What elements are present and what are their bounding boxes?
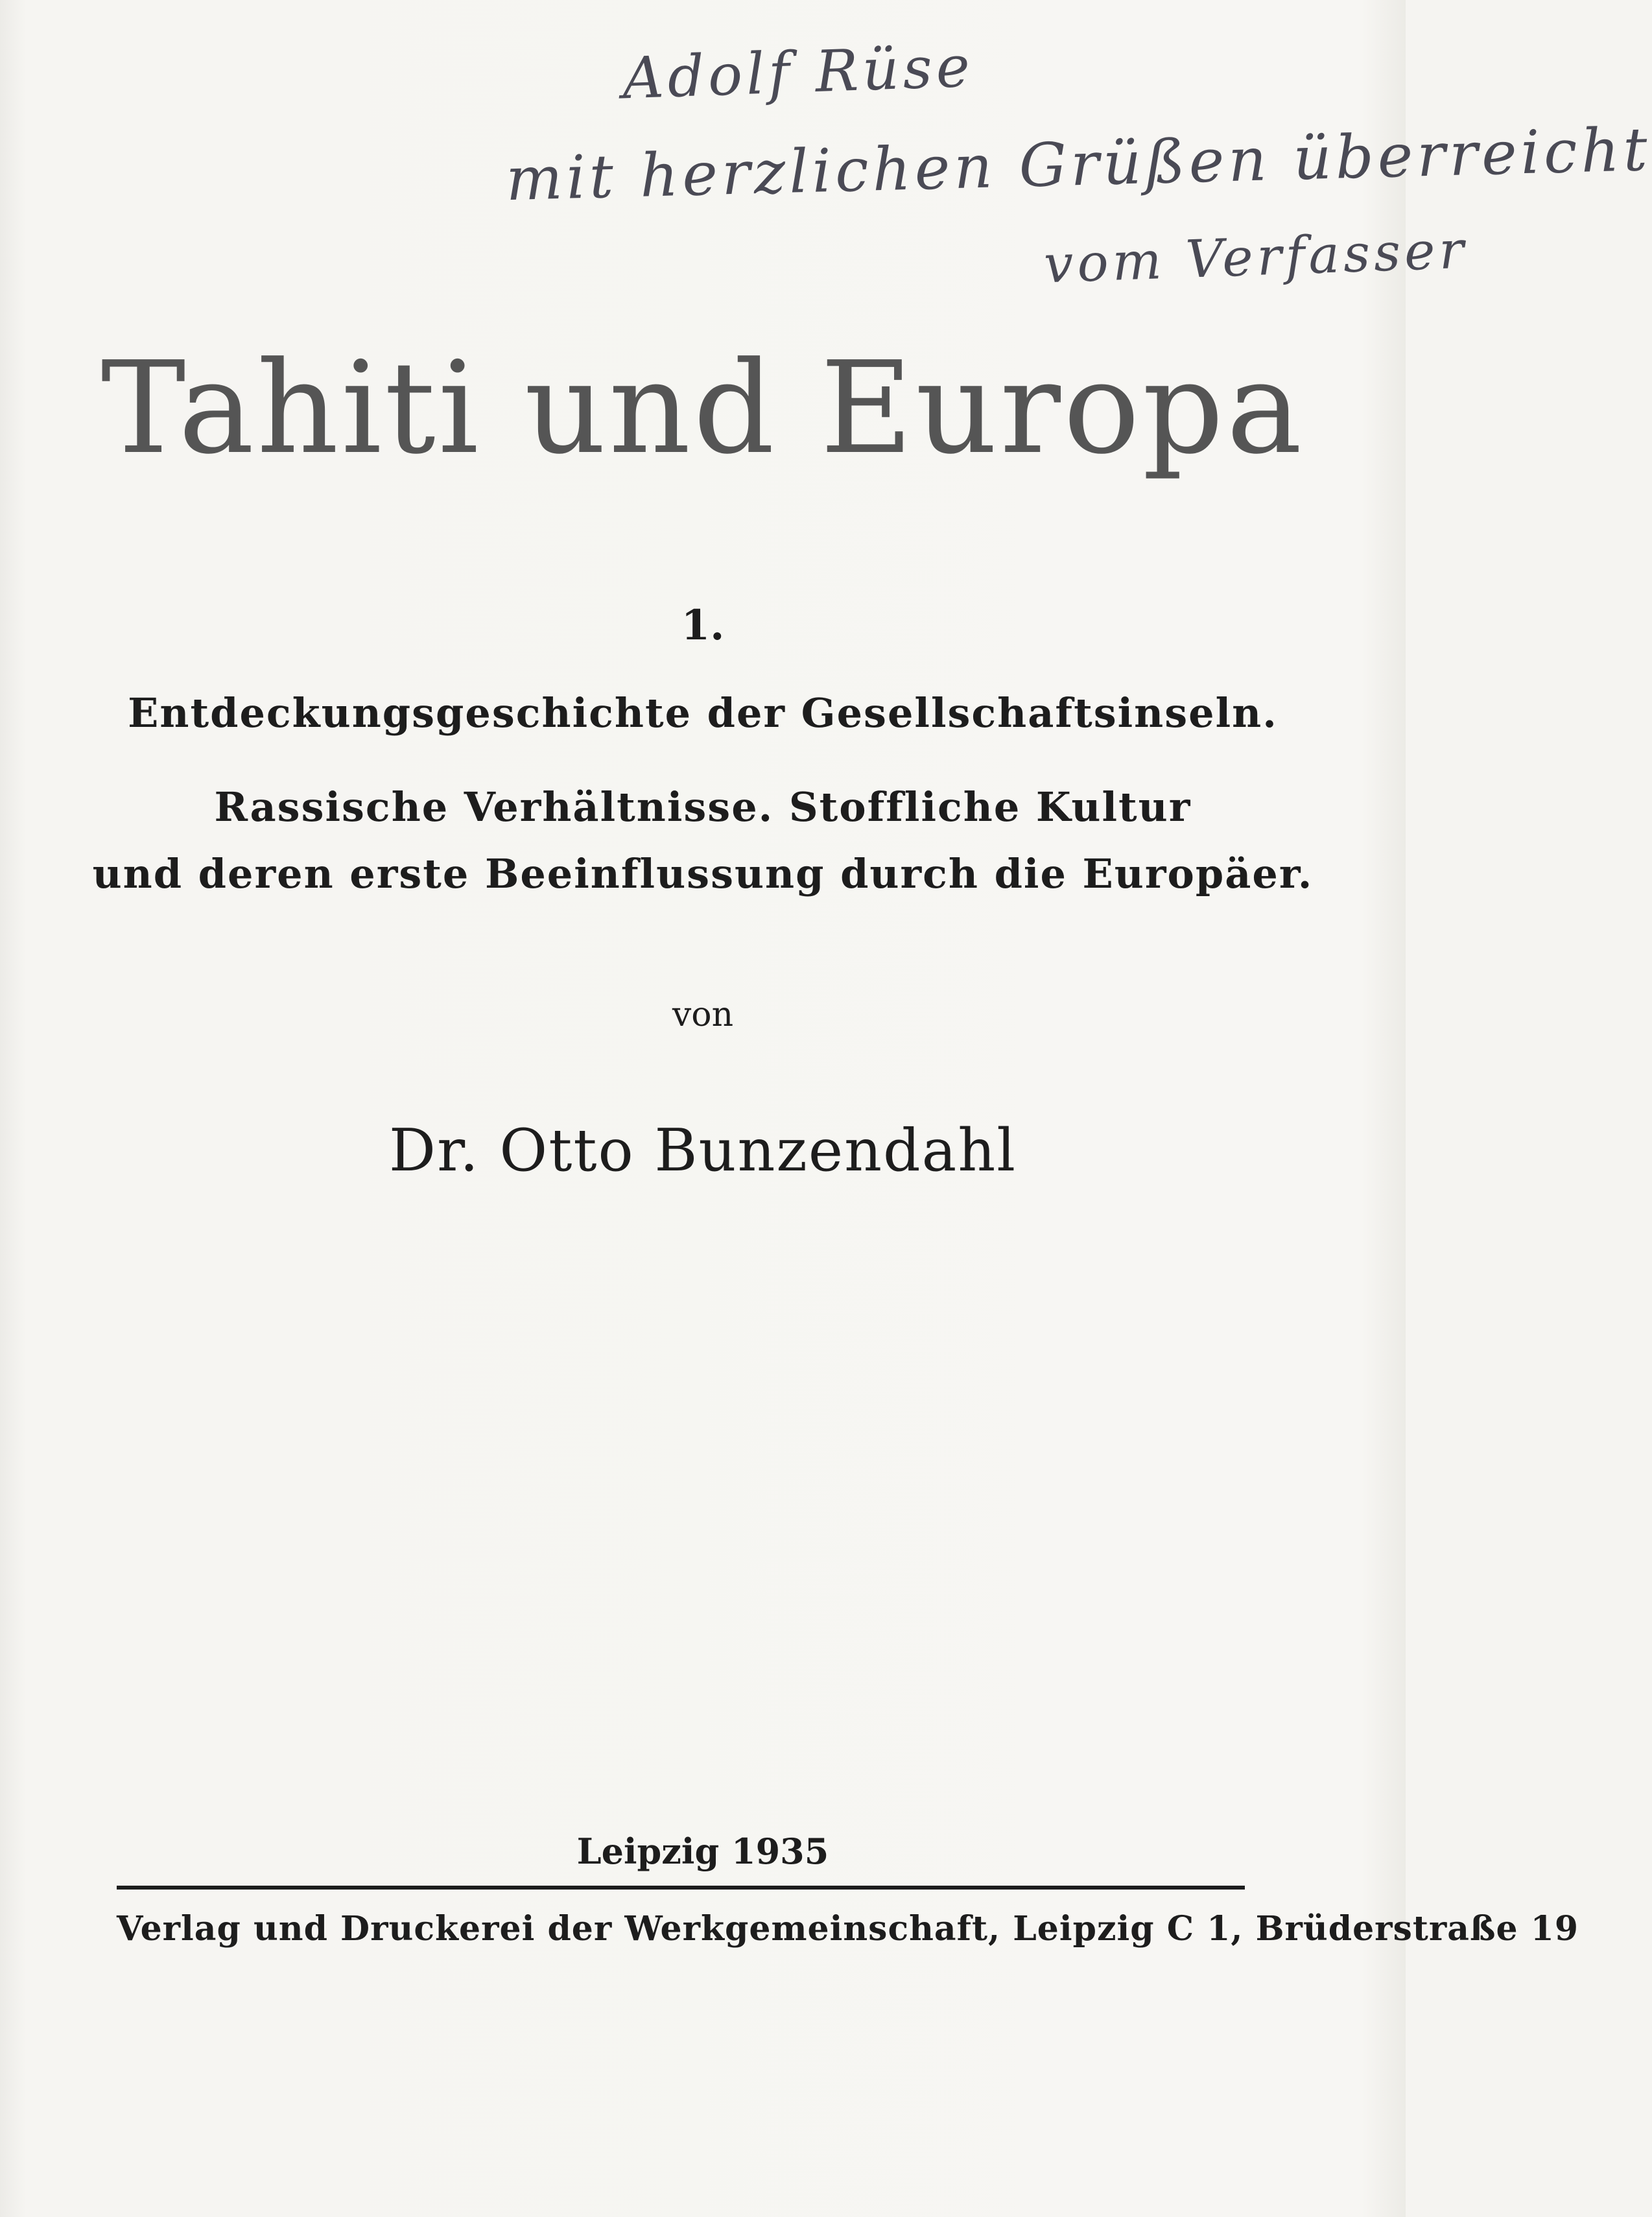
inscription-line-2: mit herzlichen Grüßen überreicht bbox=[504, 114, 1652, 215]
subtitle-line-3: und deren erste Beeinflussung durch die Europäer. bbox=[92, 850, 1314, 897]
place-year: Leipzig 1935 bbox=[576, 1831, 829, 1872]
subtitle-line-2: Rassische Verhältnisse. Stoffliche Kultur bbox=[214, 783, 1192, 831]
inscription-line-1: Adolf Rüse bbox=[621, 32, 975, 112]
subtitle-line-1: Entdeckungsgeschichte der Gesellschaftsinseln. bbox=[128, 689, 1278, 737]
volume-number: 1. bbox=[681, 601, 725, 650]
publisher-line: Verlag und Druckerei der Werkgemeinschaft, Leipzig C 1, Brüderstraße 19 bbox=[117, 1909, 1579, 1949]
inscription-line-3: vom Verfasser bbox=[1043, 219, 1469, 295]
by-label: von bbox=[672, 995, 734, 1034]
imprint-divider bbox=[117, 1886, 1245, 1890]
author-name: Dr. Otto Bunzendahl bbox=[388, 1117, 1017, 1185]
book-title: Tahiti und Europa bbox=[100, 335, 1305, 482]
